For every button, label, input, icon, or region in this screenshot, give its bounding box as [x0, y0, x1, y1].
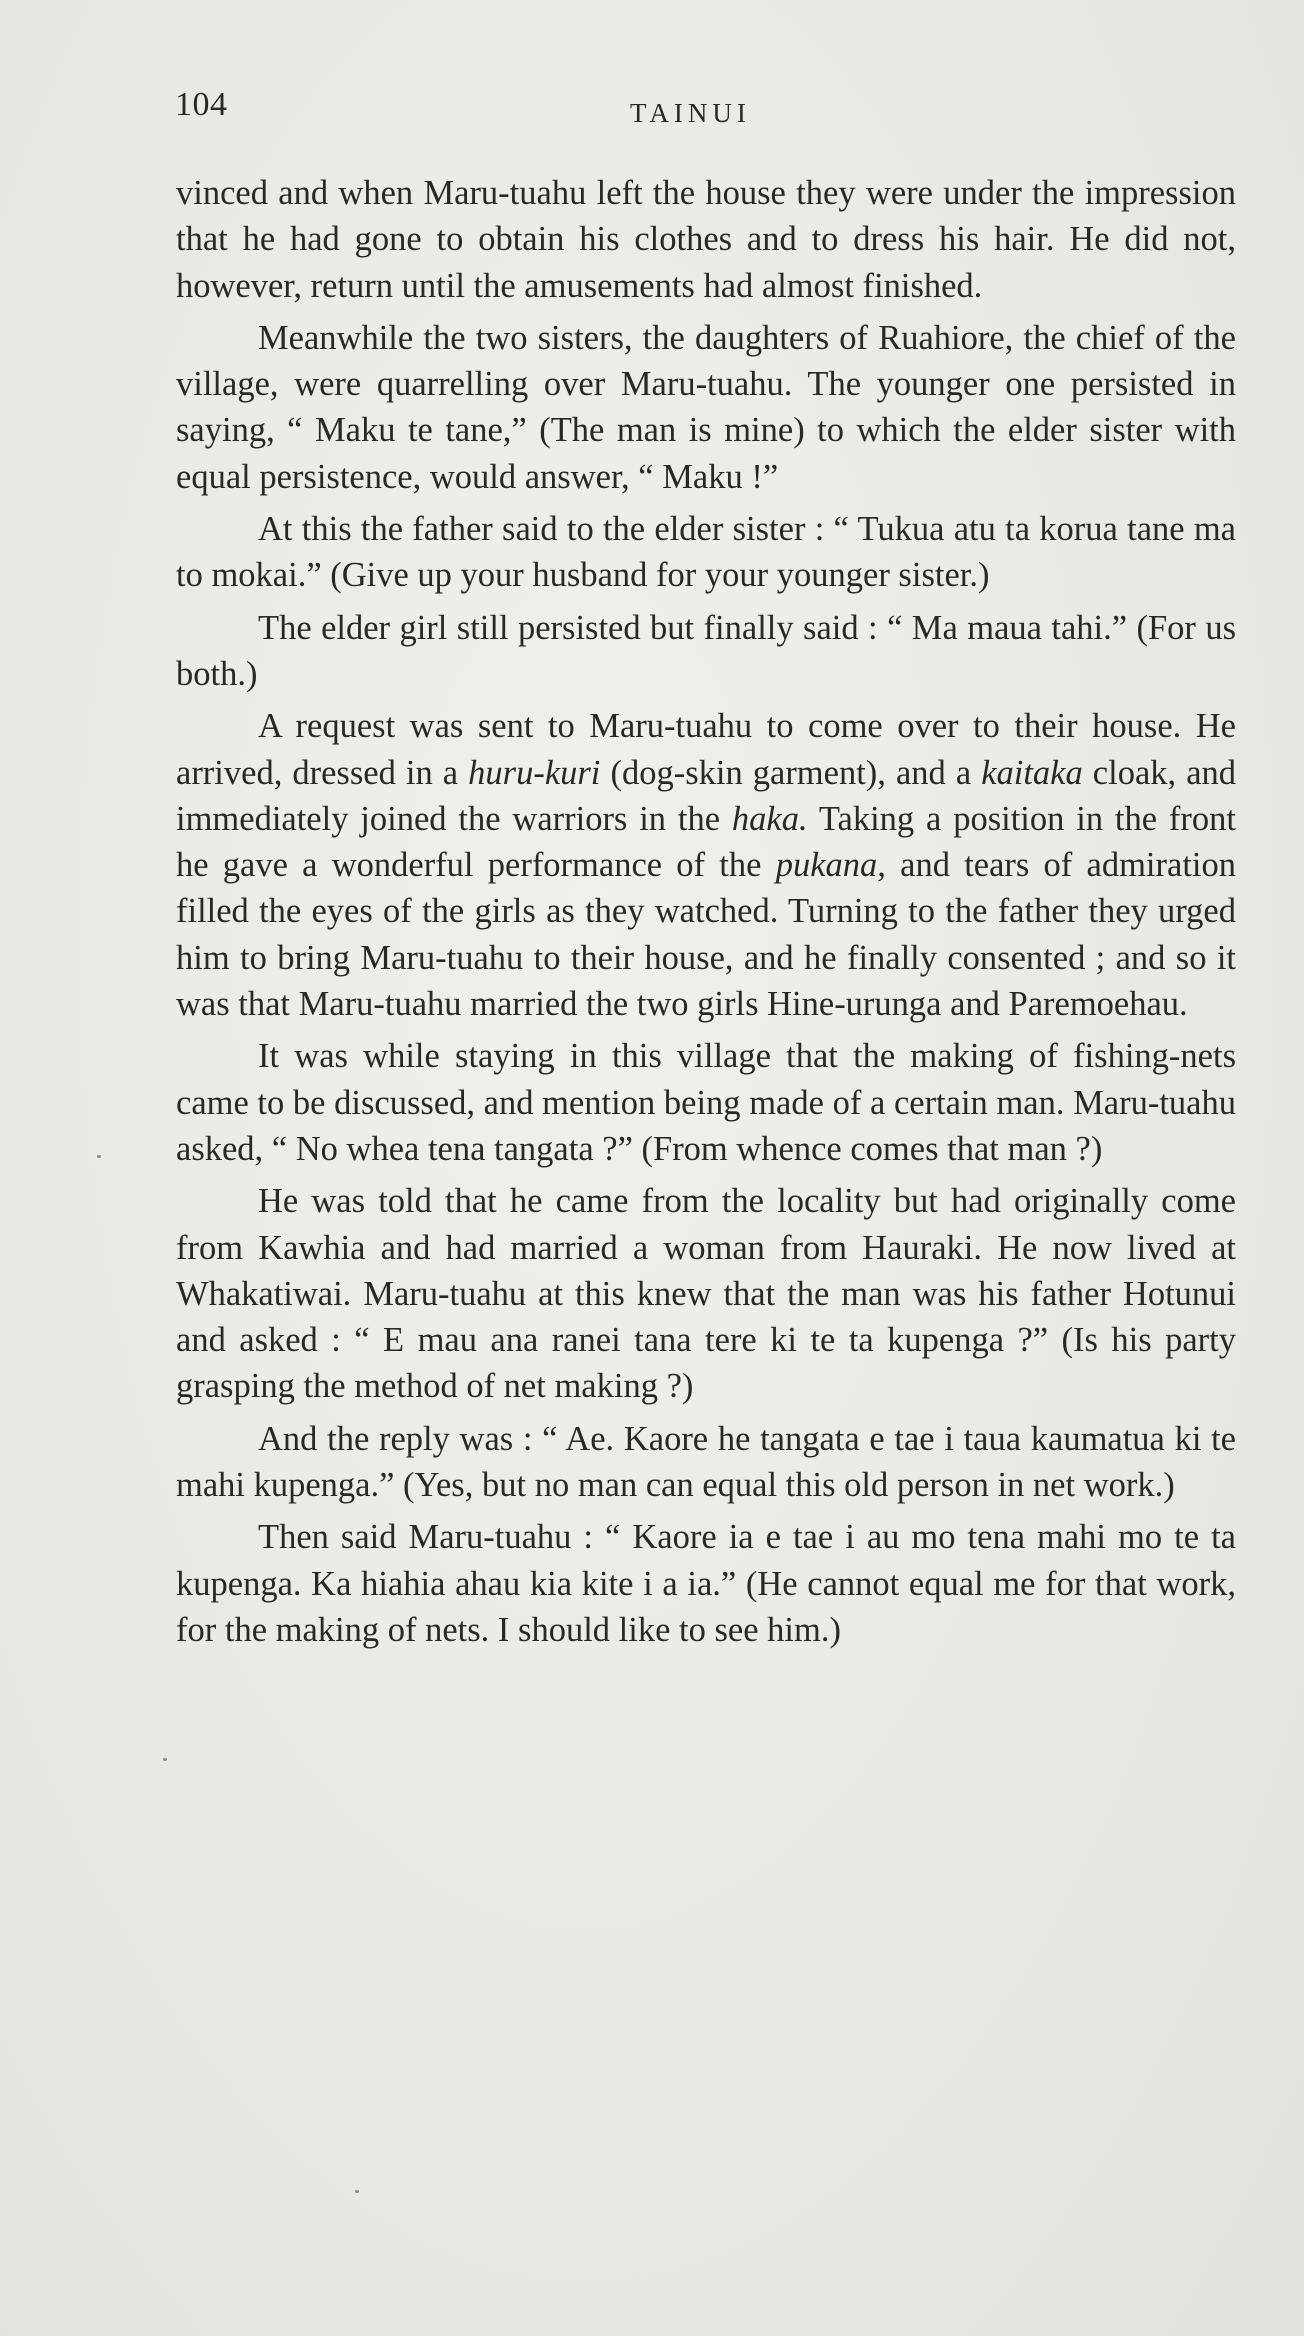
paragraph — [176, 605, 1236, 698]
page-number: 104 — [175, 86, 228, 123]
text-span: (dog-skin garment), and a — [600, 753, 982, 792]
italic-term: kaitaka — [981, 753, 1083, 792]
paragraph — [176, 1416, 1236, 1509]
text-span: cloak, and immediately joined the warriors in the — [176, 753, 1237, 838]
text-span: Then said Maru-tuahu : “ Kaore ia e tae i au mo tena mahi mo te ta kupenga. Ka hiahia ahau kia kite i a ia.” (He cannot equal me for that work, for the making of nets. I should like to see him.) — [176, 1518, 1236, 1649]
paper-speck — [97, 1155, 101, 1158]
running-title: TAINUI — [630, 98, 751, 128]
text-span: At this the father said to the elder sister : “ Tukua atu ta korua tane ma to mokai.” (Give up your husband for your younger sister.) — [176, 510, 1236, 595]
text-span: And the reply was : “ Ae. Kaore he tangata e tae i taua kaumatua ki te mahi kupenga.” (Yes, but no man can equal this old person in net work.) — [176, 1419, 1236, 1505]
text-span: Meanwhile the two sisters, the daughters of Ruahiore, the chief of the village, were quarrelling over Maru-tuahu. The younger one persisted in saying, “ Maku te tane,” (The man is mine) to which the elder sister with equal persistence, would answer, “ Maku !” — [176, 318, 1236, 496]
text-span: It was while staying in this village that the making of fishing-nets came to be discussed, and mention being made of a certain man. Maru-tuahu asked, “ No whea tena tangata ?” (From whence comes that man ?) — [176, 1037, 1236, 1168]
body-text — [176, 170, 1236, 1653]
italic-term: pukana, — [775, 846, 886, 885]
paragraph — [176, 1033, 1236, 1172]
text-span: He was told that he came from the locality but had originally come from Kawhia and had married a woman from Hauraki. He now lived at Whakatiwai. Maru-tuahu at this knew that the man was his father Hotunui and asked : “ E mau ana ranei tana tere ki te ta kupenga ?” (Is his party grasping the method of net making ?) — [176, 1182, 1236, 1406]
text-span: A request was sent to Maru-tuahu to come over to their house. He arrived, dressed in a — [176, 707, 1236, 792]
paragraph — [176, 703, 1236, 1027]
text-span: Taking a position in the front he gave a wonderful performance of the — [176, 799, 1236, 885]
paragraph — [176, 170, 1236, 309]
paper-speck — [163, 1758, 167, 1761]
paper-speck — [355, 2190, 359, 2193]
paragraph — [176, 506, 1236, 599]
paragraph — [176, 315, 1236, 500]
paragraph — [176, 1514, 1236, 1653]
text-span: The elder girl still persisted but finally said : “ Ma maua tahi.” (For us both.) — [176, 608, 1236, 693]
text-span: vinced and when Maru-tuahu left the house they were under the impression that he had gone to obtain his clothes and to dress his hair. He did not, however, return until the amusements had almost finished. — [176, 174, 1236, 305]
text-span: and tears of admiration filled the eyes of the girls as they watched. Turning to the father they urged him to bring Maru-tuahu to their house, and he finally consented ; and so it was that Maru-tuahu married the two girls Hine-urunga and Paremoehau. — [176, 846, 1236, 1024]
paragraph — [176, 1178, 1236, 1409]
italic-term: haka. — [731, 799, 808, 838]
italic-term: huru-kuri — [468, 753, 601, 792]
